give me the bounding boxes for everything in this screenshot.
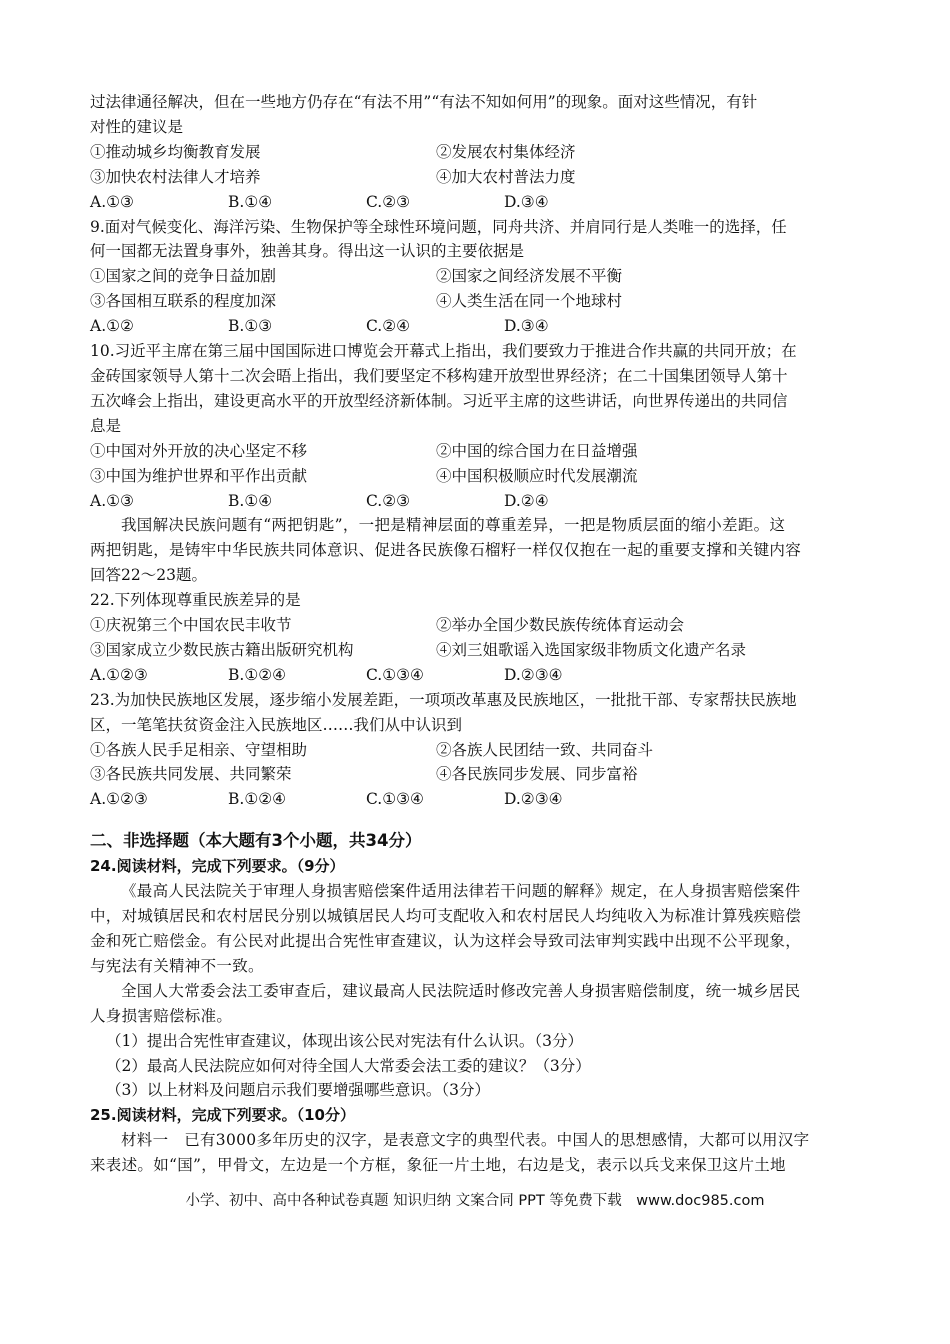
q8-choice-d: D.③④ — [504, 192, 549, 211]
q25-heading: 25.阅读材料，完成下列要求。（10分） — [90, 1106, 355, 1125]
q22-options-row-1 — [90, 613, 862, 638]
q9-choice-a: A.①② — [90, 317, 134, 336]
q10-choice-c: C.②③ — [366, 491, 411, 510]
q23-choice-a: A.①②③ — [90, 790, 148, 809]
q9-options-row-1 — [90, 264, 862, 289]
q10-option-2: ②中国的综合国力在日益增强 — [436, 441, 638, 460]
q23-option-3: ③各民族共同发展、共同繁荣 — [90, 765, 292, 784]
q9-choice-d: D.③④ — [504, 317, 549, 336]
q22-choice-b: B.①②④ — [228, 665, 287, 684]
q22-option-4: ④刘三姐歌谣入选国家级非物质文化遗产名录 — [436, 640, 747, 659]
q8-option-3: ③加快农村法律人才培养 — [90, 167, 261, 186]
q22-option-2: ②举办全国少数民族传统体育运动会 — [436, 616, 685, 635]
q10-stem-line-3: 五次峰会上指出，建设更高水平的开放型经济新体制。习近平主席的这些讲话，向世界传递出的共同信 — [90, 391, 788, 410]
q10-choices — [90, 489, 862, 514]
q8-stem-line-2: 对性的建议是 — [90, 117, 184, 136]
q24-material-line-4: 与宪法有关精神不一致。 — [90, 956, 264, 975]
q9-stem-line-1: 9.面对气候变化、海洋污染、生物保护等全球性环境问题，同舟共济、并肩同行是人类唯一的选择，任 — [90, 217, 787, 236]
q22-choice-c: C.①③④ — [366, 665, 424, 684]
q22-choice-d: D.②③④ — [504, 665, 563, 684]
q23-options-row-1 — [90, 738, 862, 763]
q23-choices — [90, 787, 862, 812]
q22-option-3: ③国家成立少数民族古籍出版研究机构 — [90, 640, 354, 659]
q22-option-1: ①庆祝第三个中国农民丰收节 — [90, 616, 292, 635]
q25-material-line-1: 材料一 已有3000多年历史的汉字，是表意文字的典型代表。中国人的思想感情，大都可以用汉字 — [121, 1131, 810, 1150]
q10-stem-line-2: 金砖国家领导人第十二次会晤上指出，我们要坚定不移构建开放型世界经济；在二十国集团领导人第十 — [90, 366, 788, 385]
q9-stem-line-2: 何一国都无法置身事外，独善其身。得出这一认识的主要依据是 — [90, 242, 525, 261]
q23-option-4: ④各民族同步发展、同步富裕 — [436, 765, 638, 784]
material-line-3: 回答22～23题。 — [90, 566, 207, 585]
q10-options-row-2 — [90, 464, 862, 489]
exam-page — [90, 90, 862, 1178]
q10-stem-line-4: 息是 — [90, 416, 122, 435]
q9-options-row-2 — [90, 289, 862, 314]
q23-option-1: ①各族人民手足相亲、守望相助 — [90, 740, 308, 759]
q8-options-row-1 — [90, 140, 862, 165]
q10-options-row-1 — [90, 439, 862, 464]
q10-choice-b: B.①④ — [228, 491, 273, 510]
q8-choice-a: A.①③ — [90, 192, 134, 211]
q23-stem-line-1: 23.为加快民族地区发展，逐步缩小发展差距，一项项改革惠及民族地区，一批批干部、专家帮扶民族地 — [90, 690, 797, 709]
q24-material-line-3: 金和死亡赔偿金。有公民对此提出合宪性审查建议，认为这样会导致司法审判实践中出现不公平现象， — [90, 932, 802, 950]
q9-option-4: ④人类生活在同一个地球村 — [436, 292, 623, 311]
q24-material-line-1: 《最高人民法院关于审理人身损害赔偿案件适用法律若干问题的解释》规定，在人身损害赔偿案件 — [121, 882, 801, 901]
footer-download-notice: 小学、初中、高中各种试卷真题 知识归纳 文案合同 PPT 等免费下载 www.doc985.com — [185, 1193, 765, 1209]
q10-option-4: ④中国积极顺应时代发展潮流 — [436, 466, 638, 485]
q23-options-row-2 — [90, 762, 862, 787]
q10-option-1: ①中国对外开放的决心坚定不移 — [90, 441, 308, 460]
q9-option-3: ③各国相互联系的程度加深 — [90, 292, 277, 311]
q22-choices — [90, 663, 862, 688]
q9-choice-b: B.①③ — [228, 317, 273, 336]
q23-stem-line-2: 区，一笔笔扶贫资金注入民族地区……我们从中认识到 — [90, 715, 463, 734]
material-line-2: 两把钥匙，是铸牢中华民族共同体意识、促进各民族像石榴籽一样仅仅抱在一起的重要支撑和关键内容 — [90, 541, 802, 560]
q8-option-4: ④加大农村普法力度 — [436, 167, 576, 186]
q24-material-line-2: 中，对城镇居民和农村居民分别以城镇居民人均可支配收入和农村居民人均纯收入为标准计算残疾赔偿 — [90, 907, 802, 926]
q23-choice-c: C.①③④ — [366, 790, 424, 809]
q10-choice-d: D.②④ — [504, 491, 549, 510]
q8-choices — [90, 190, 862, 215]
q8-options-row-2 — [90, 165, 862, 190]
q22-choice-a: A.①②③ — [90, 665, 148, 684]
q24-subquestion-1: （1）提出合宪性审查建议，体现出该公民对宪法有什么认识。（3分） — [106, 1031, 583, 1050]
q22-stem: 22.下列体现尊重民族差异的是 — [90, 591, 301, 610]
q24-heading: 24.阅读材料，完成下列要求。（9分） — [90, 857, 345, 876]
q9-choices — [90, 314, 862, 339]
q24-material-line-6: 人身损害赔偿标准。 — [90, 1006, 233, 1025]
q10-choice-a: A.①③ — [90, 491, 134, 510]
q9-option-2: ②国家之间经济发展不平衡 — [436, 267, 623, 286]
q24-subquestion-3: （3）以上材料及问题启示我们要增强哪些意识。（3分） — [106, 1081, 490, 1100]
q22-options-row-2 — [90, 638, 862, 663]
q23-choice-d: D.②③④ — [504, 790, 563, 809]
section-2-title: 二、非选择题（本大题有3个小题，共34分） — [90, 831, 422, 851]
q8-stem-line-1: 过法律通径解决，但在一些地方仍存在“有法不用”“有法不知如何用”的现象。面对这些情况，有针 — [90, 93, 758, 111]
q10-option-3: ③中国为维护世界和平作出贡献 — [90, 466, 308, 485]
q9-choice-c: C.②④ — [366, 317, 411, 336]
q8-choice-c: C.②③ — [366, 192, 411, 211]
q9-option-1: ①国家之间的竞争日益加剧 — [90, 267, 277, 286]
q25-material-line-2: 来表述。如“国”，甲骨文，左边是一个方框，象征一片土地，右边是戈，表示以兵戈来保卫这片土地 — [90, 1156, 786, 1175]
q10-stem-line-1: 10.习近平主席在第三届中国国际进口博览会开幕式上指出，我们要致力于推进合作共赢的共同开放；在 — [90, 342, 797, 361]
q23-choice-b: B.①②④ — [228, 790, 287, 809]
material-line-1: 我国解决民族问题有“两把钥匙”，一把是精神层面的尊重差异，一把是物质层面的缩小差距。这 — [121, 516, 786, 535]
q24-subquestion-2: （2）最高人民法院应如何对待全国人大常委会法工委的建议？（3分） — [106, 1056, 591, 1075]
q8-choice-b: B.①④ — [228, 192, 273, 211]
q24-material-line-5: 全国人大常委会法工委审查后，建议最高人民法院适时修改完善人身损害赔偿制度，统一城乡居民 — [121, 981, 801, 1000]
q23-option-2: ②各族人民团结一致、共同奋斗 — [436, 740, 654, 759]
q8-option-1: ①推动城乡均衡教育发展 — [90, 142, 261, 161]
q8-option-2: ②发展农村集体经济 — [436, 142, 576, 161]
